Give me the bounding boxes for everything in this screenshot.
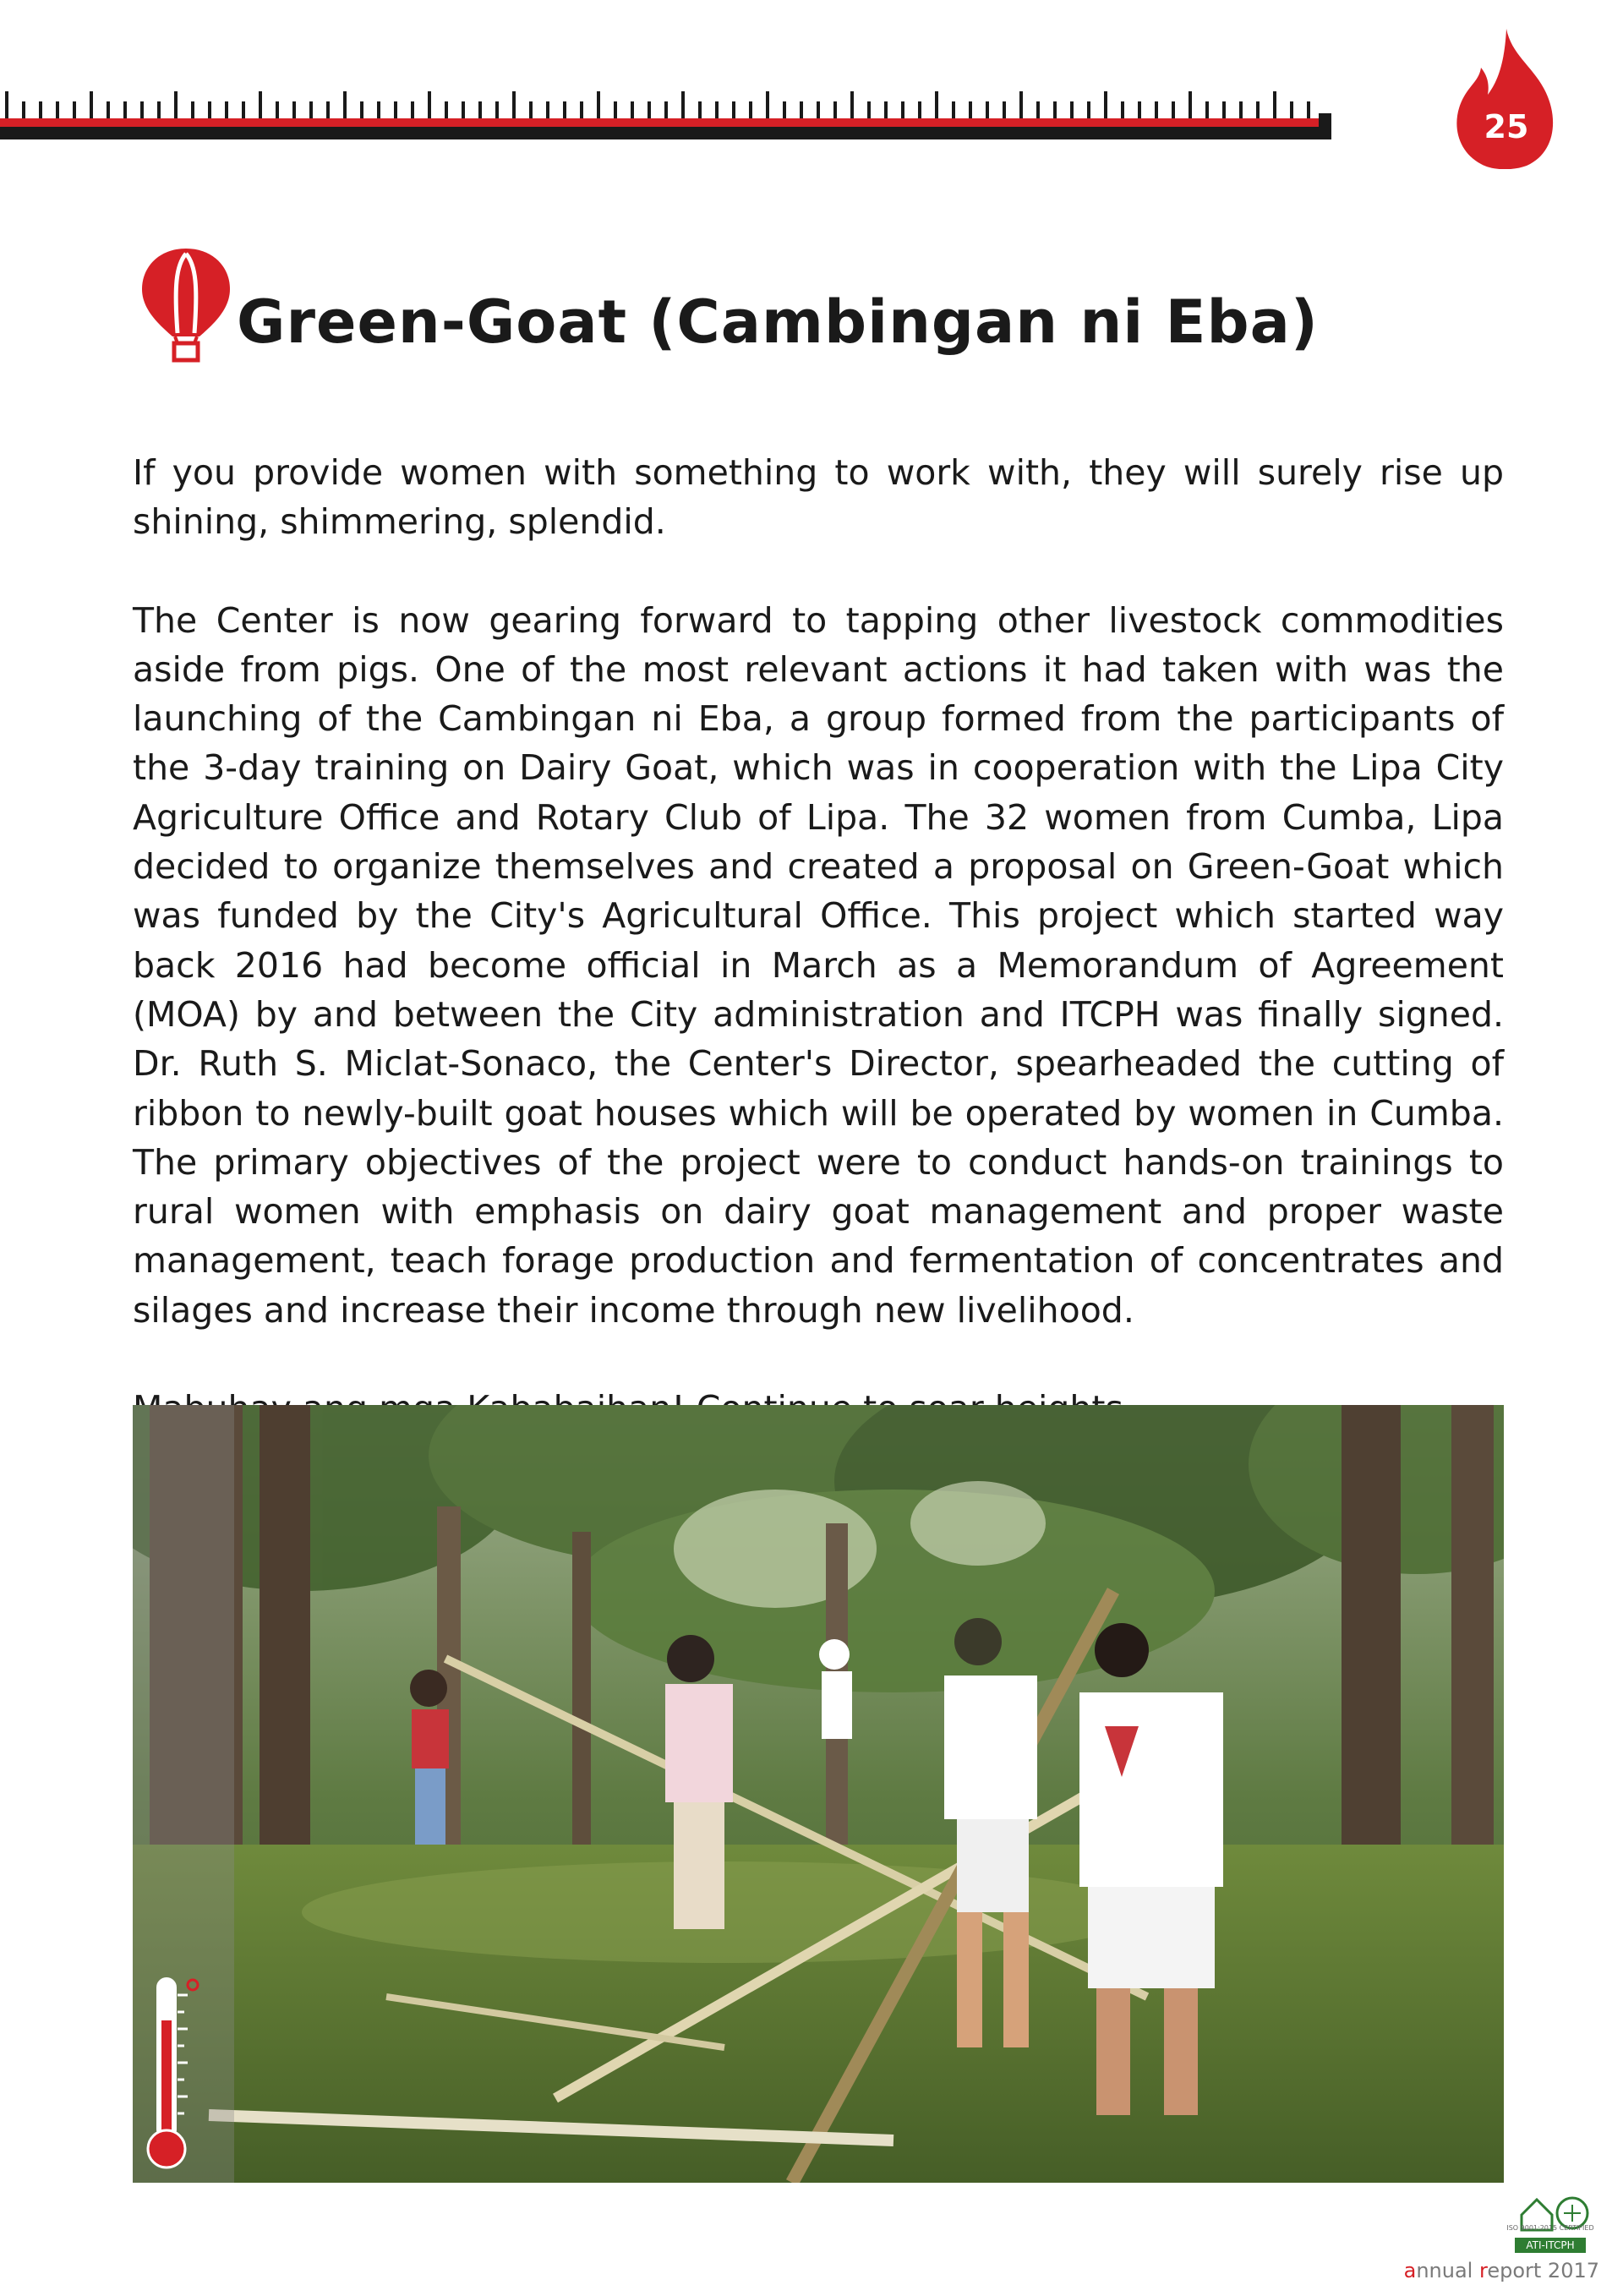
ruler-tick xyxy=(462,101,465,118)
page-number: 25 xyxy=(1484,108,1529,145)
ruler-tick xyxy=(1070,101,1074,118)
intro-paragraph: If you provide women with something to work with, they will surely rise up shining, shimmering, splendid. xyxy=(133,452,1504,543)
ruler-tick xyxy=(563,101,566,118)
footer-rest: eport 2017 xyxy=(1487,2259,1599,2282)
ruler-tick xyxy=(478,101,482,118)
footer-report-label xyxy=(1404,2259,1599,2282)
ruler-tick xyxy=(445,101,448,118)
ruler-tick xyxy=(90,91,93,118)
ruler-tick xyxy=(766,91,769,118)
ruler-tick xyxy=(225,101,228,118)
ruler-tick xyxy=(681,91,685,118)
ruler-tick xyxy=(749,101,752,118)
ruler-tick xyxy=(39,101,42,118)
ruler-red-bar xyxy=(0,118,1319,127)
ruler-tick xyxy=(1172,101,1175,118)
ruler-tick xyxy=(1053,101,1057,118)
ruler-tick xyxy=(833,101,837,118)
ruler-tick xyxy=(326,101,330,118)
ruler-tick xyxy=(800,101,803,118)
ruler-tick xyxy=(411,101,414,118)
ruler-tick xyxy=(850,91,854,118)
ruler-ticks xyxy=(5,91,1310,118)
ruler-tick xyxy=(5,91,8,118)
cert-caption: ISO 9001:2015 CERTIFIED xyxy=(1506,2224,1594,2232)
ruler-tick xyxy=(22,101,25,118)
ruler-tick xyxy=(107,101,110,118)
ruler-tick xyxy=(1189,91,1192,118)
ruler-tick xyxy=(343,91,347,118)
ruler-tick xyxy=(648,101,651,118)
hot-air-balloon-icon xyxy=(135,245,237,364)
ruler-tick xyxy=(208,101,211,118)
ruler-tick xyxy=(394,101,397,118)
ruler-tick xyxy=(597,91,600,118)
ruler-tick xyxy=(698,101,702,118)
ruler-tick xyxy=(783,101,786,118)
ruler-tick xyxy=(867,101,871,118)
ruler-tick xyxy=(360,101,363,118)
header-ruler xyxy=(0,85,1344,148)
ruler-tick xyxy=(377,101,380,118)
cert-label: ATI-ITCPH xyxy=(1515,2238,1586,2253)
ruler-tick xyxy=(428,91,431,118)
ruler-end-cap xyxy=(1319,113,1331,139)
flame-icon xyxy=(1452,25,1560,169)
article-body xyxy=(133,448,1504,1433)
ruler-tick xyxy=(56,101,59,118)
main-paragraph: The Center is now gearing forward to tapping other livestock commodities aside from pigs. One of the most relevant actions it had taken with was the launching of the Cambingan ni Eba, a group formed from the participants of the 3-day training on Dairy Goat, which was in cooperation with the Lipa City Agriculture Office and Rotary Club of Lipa. The 32 women from Cumba, Lipa decided to organize themselves and created a proposal on Green-Goat which was funded by the City's Agricultural Office. This project which started way back 2016 had become official in March as a Memorandum of Agreement (MOA) by and between the City administration and ITCPH was finally signed. Dr. Ruth S. Miclat-Sonaco, the Center's Director, spearheaded the cutting of ribbon to newly-built goat houses which will be operated by women in Cumba. The primary objectives of the project were to conduct hands-on trainings to rural women with emphasis on dairy goat management and proper waste management, teach forage production and fermentation of concentrates and silages and increase their income through new livelihood. xyxy=(133,599,1504,1331)
ruler-tick xyxy=(157,101,161,118)
ruler-tick xyxy=(123,101,127,118)
ruler-tick xyxy=(614,101,617,118)
ruler-tick xyxy=(276,101,279,118)
ruler-tick xyxy=(580,101,583,118)
ruler-tick xyxy=(1155,101,1158,118)
ruler-tick xyxy=(259,91,262,118)
ruler-tick xyxy=(1121,101,1124,118)
ruler-tick xyxy=(309,101,313,118)
ruler-tick xyxy=(1307,101,1310,118)
ruler-tick xyxy=(986,101,989,118)
forest-activity-photo xyxy=(133,1405,1504,2183)
ruler-tick xyxy=(292,101,296,118)
ruler-tick xyxy=(935,91,938,118)
ruler-tick xyxy=(1222,101,1226,118)
ruler-tick xyxy=(1138,101,1141,118)
ruler-tick xyxy=(952,101,955,118)
ruler-tick xyxy=(242,101,245,118)
ruler-tick xyxy=(817,101,820,118)
ruler-tick xyxy=(1003,101,1006,118)
ruler-tick xyxy=(969,101,972,118)
ruler-tick xyxy=(495,101,499,118)
ruler-dark-bar xyxy=(0,127,1331,139)
ruler-tick xyxy=(1019,91,1023,118)
footer-r: r xyxy=(1478,2259,1488,2282)
ruler-tick xyxy=(1290,101,1293,118)
ruler-tick xyxy=(1087,101,1090,118)
ruler-tick xyxy=(901,101,904,118)
thermometer-icon xyxy=(145,1970,203,2173)
ruler-tick xyxy=(1239,101,1243,118)
ruler-tick xyxy=(512,91,516,118)
ruler-tick xyxy=(174,91,178,118)
ruler-tick xyxy=(191,101,194,118)
ruler-tick xyxy=(1205,101,1209,118)
ruler-tick xyxy=(1104,91,1107,118)
ruler-tick xyxy=(1273,91,1276,118)
ruler-tick xyxy=(1256,101,1260,118)
ruler-tick xyxy=(884,101,888,118)
article-title: Green-Goat (Cambingan ni Eba) xyxy=(237,287,1319,357)
ruler-tick xyxy=(73,101,76,118)
footer-a: a xyxy=(1403,2259,1417,2282)
ruler-tick xyxy=(732,101,735,118)
ruler-tick xyxy=(140,101,144,118)
ruler-tick xyxy=(715,101,719,118)
ruler-tick xyxy=(529,101,533,118)
ruler-tick xyxy=(546,101,549,118)
footer-nnual: nnual xyxy=(1416,2259,1479,2282)
ruler-tick xyxy=(631,101,634,118)
ruler-tick xyxy=(918,101,921,118)
ruler-tick xyxy=(664,101,668,118)
ruler-tick xyxy=(1036,101,1040,118)
